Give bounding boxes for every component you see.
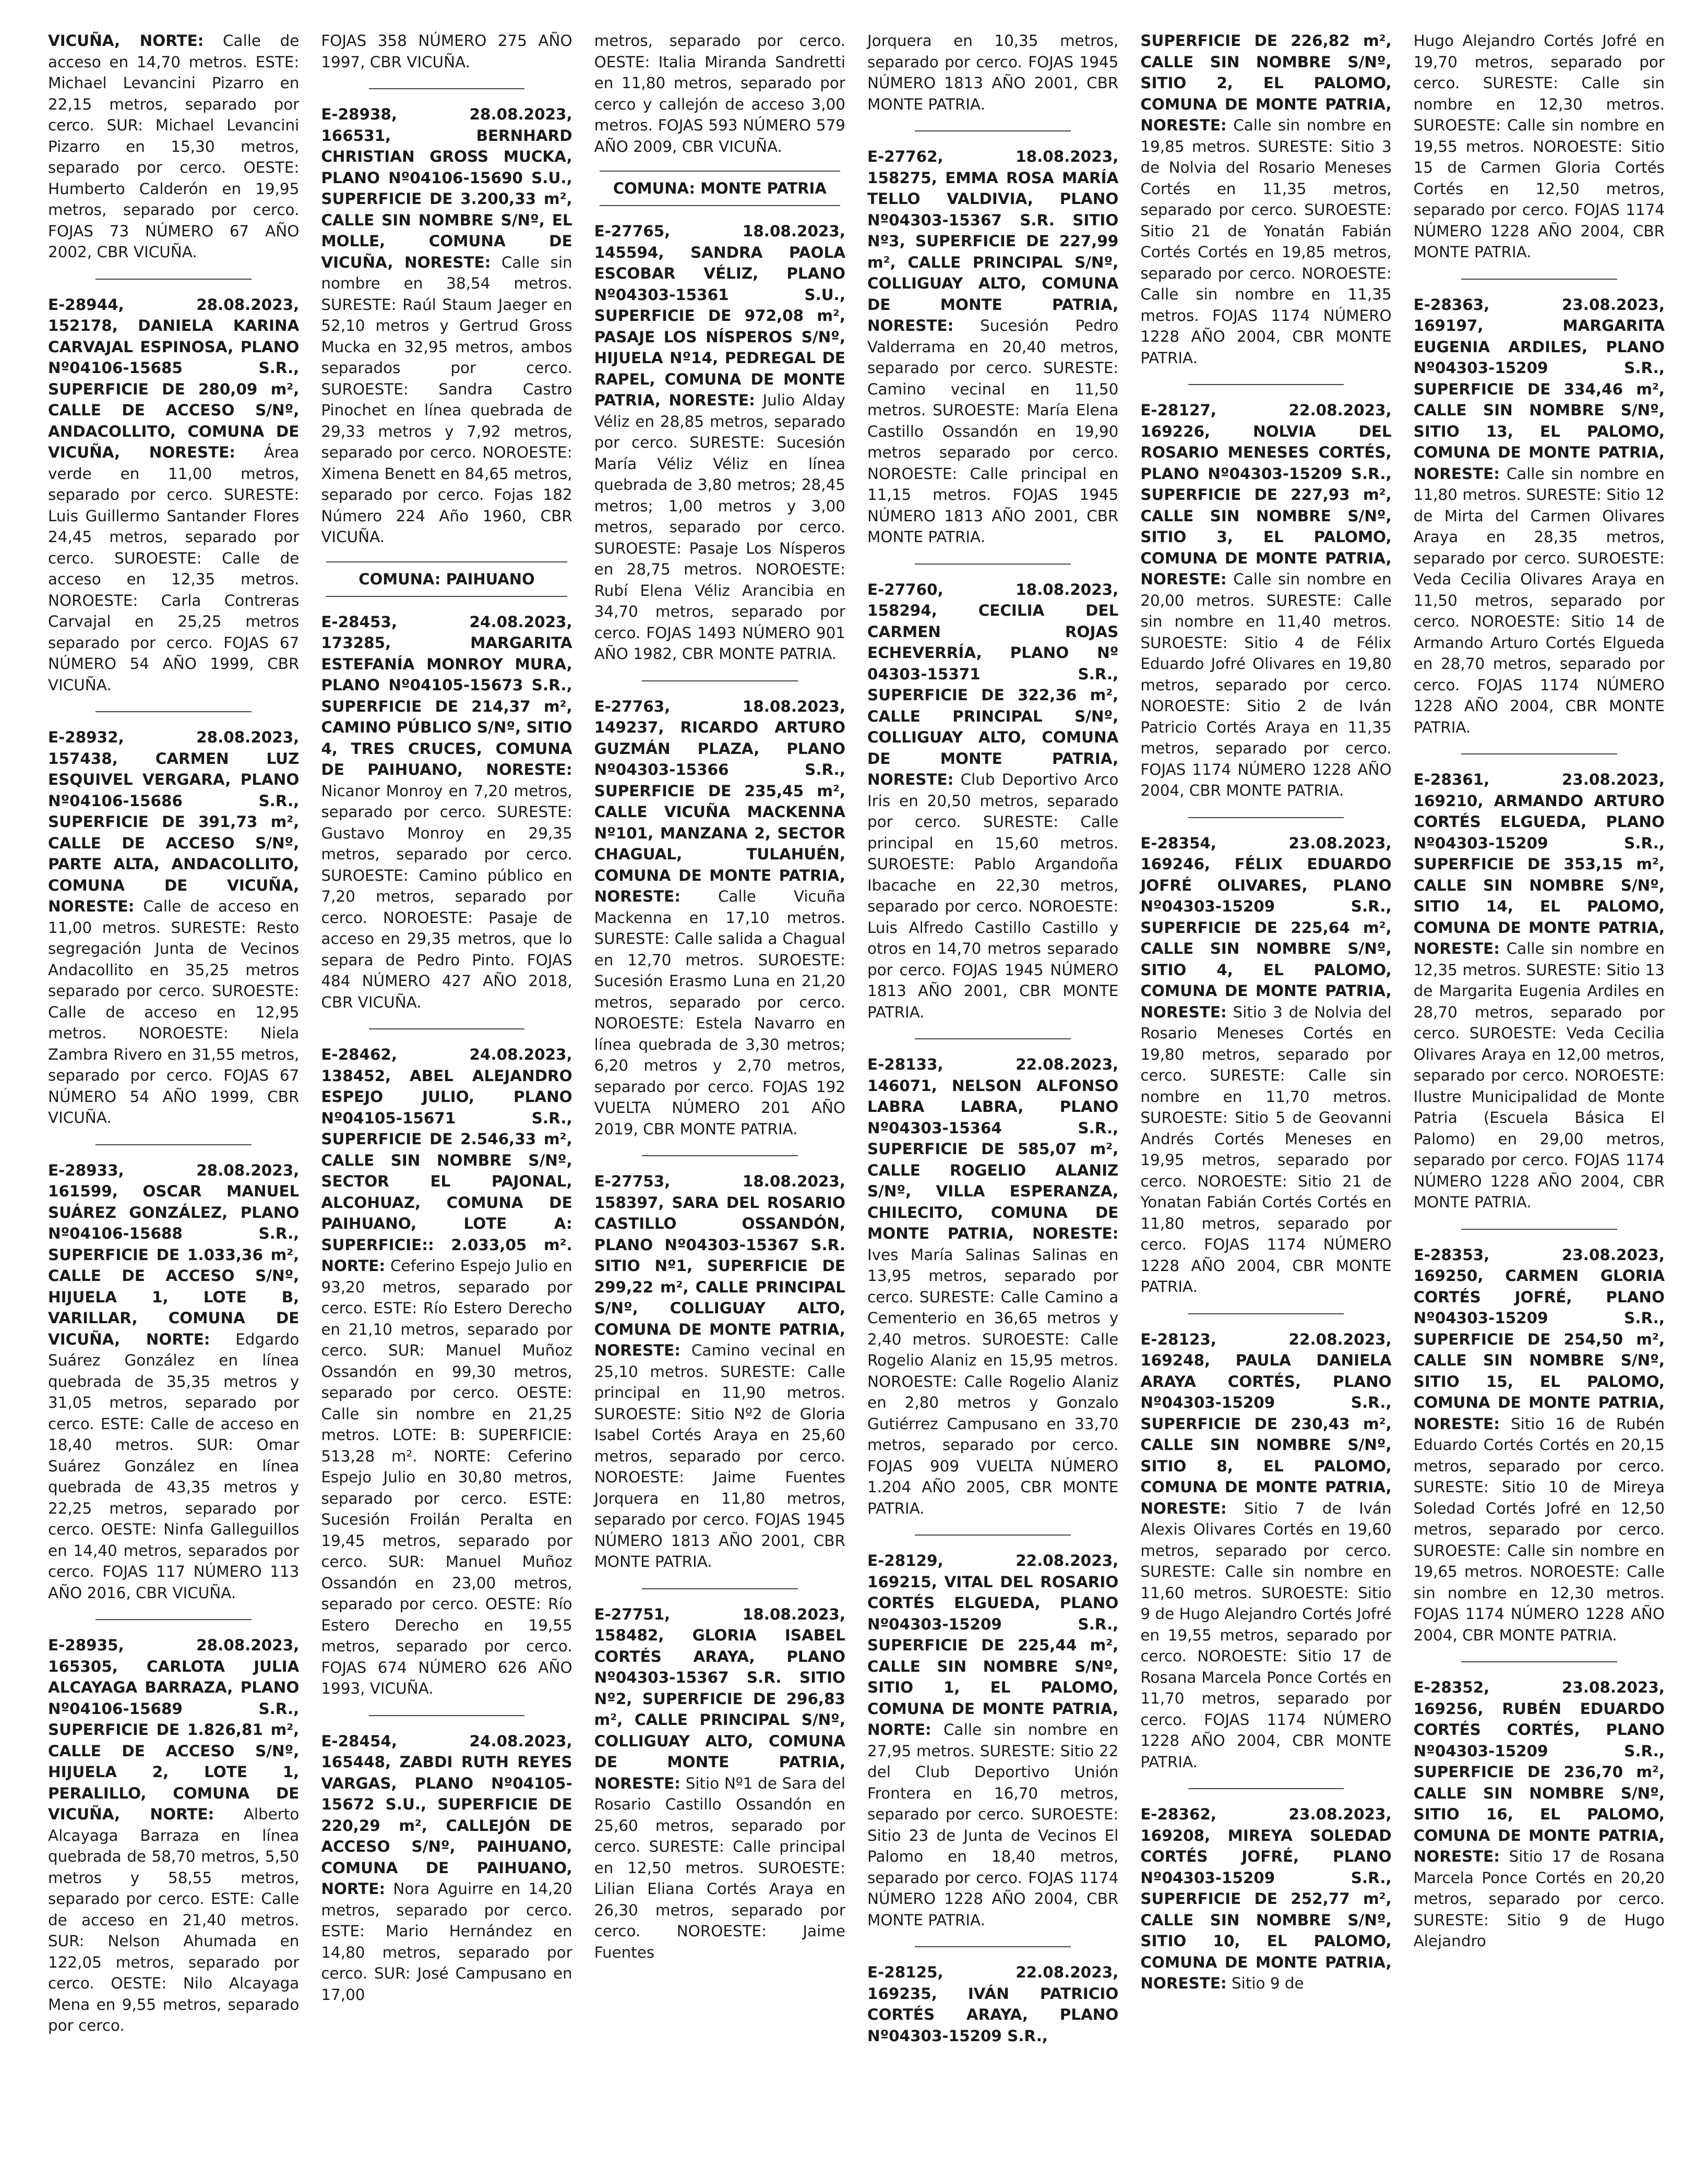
- entry-body: Calle de acceso en 14,70 metros. ESTE: Michael Levancini Pizarro en 22,15 metros, separado por cerco. SUR: Michael Levancini Pizarro en 15,30 metros, separado por cerco. OESTE: Humberto Calderón en 19,95 metros, separado por cerco. FOJAS 73 NÚMERO 67 AÑO 2002, CBR VICUÑA.: [48, 32, 300, 261]
- entry-body: Ceferino Espejo Julio en 93,20 metros, separado por cerco. ESTE: Río Estero Derecho en 21,10 metros, separado por cerco. SUR: Manuel Muñoz Ossandón en 99,30 metros, separado por cerco. OESTE: Calle sin nombre en 21,25 metros. LOTE: B: SUPERFICIE: 513,28 m². NORTE: Ceferino Espejo Julio en 30,80 metros, separado por cerco. ESTE: Sucesión Froilán Peralta en 19,45 metros, separado por cerco. SUR: Manuel Muñoz Ossandón en 23,00 metros, separado por cerco. OESTE: Río Estero Derecho en 19,55 metros, separado por cerco. FOJAS 674 NÚMERO 626 AÑO 1993, VICUÑA.: [321, 1257, 572, 1697]
- registry-entry: [321, 104, 572, 548]
- entry-divider: [1188, 1788, 1344, 1789]
- entry-heading: E-27760, 18.08.2023, 158294, CECILIA DEL CARMEN ROJAS ECHEVERRÍA, PLANO Nº 04303-15371 S.R., SUPERFICIE DE 322,36 m², CALLE PRINCIPAL S/Nº, COLLIGUAY ALTO, COMUNA DE MONTE PATRIA, NORESTE:: [867, 580, 1119, 788]
- registry-entry: [1140, 1329, 1391, 1773]
- entry-heading: E-27753, 18.08.2023, 158397, SARA DEL ROSARIO CASTILLO OSSANDÓN, PLANO Nº04303-15367 S.R. SITIO Nº1, SUPERFICIE DE 299,22 m², CALLE PRINCIPAL S/Nº, COLLIGUAY ALTO, COMUNA DE MONTE PATRIA, NORESTE:: [594, 1172, 845, 1359]
- registry-entry: [867, 146, 1118, 548]
- entry-heading: E-28123, 22.08.2023, 169248, PAULA DANIELA ARAYA CORTÉS, PLANO Nº04303-15209 S.R., SUPERFICIE DE 230,43 m², CALLE SIN NOMBRE S/Nº, SITIO 8, EL PALOMO, COMUNA DE MONTE PATRIA, NORESTE:: [1140, 1330, 1392, 1517]
- entry-divider: [369, 1715, 524, 1716]
- registry-entry: [1414, 1244, 1665, 1646]
- entry-heading: E-27751, 18.08.2023, 158482, GLORIA ISABEL CORTÉS ARAYA, PLANO Nº04303-15367 S.R. SITIO Nº2, SUPERFICIE DE 296,83 m², CALLE PRINCIPAL S/Nº, COLLIGUAY ALTO, COMUNA DE MONTE PATRIA, NORESTE:: [594, 1605, 845, 1792]
- entry-body: Ives María Salinas Salinas en 13,95 metros, separado por cerco. SURESTE: Calle Camino a Cementerio en 36,65 metros y 2,40 metros. SUROESTE: Calle Rogelio Alaniz en 15,95 metros. NOROESTE: Calle Rogelio Alaniz en 2,80 metros y Gonzalo Gutiérrez Campusano en 33,70 metros, separado por cerco. FOJAS 909 VUELTA NÚMERO 1.204 AÑO 2005, CBR MONTE PATRIA.: [867, 1245, 1119, 1517]
- registry-entry: [1140, 833, 1391, 1298]
- entry-heading: E-28944, 28.08.2023, 152178, DANIELA KARINA CARVAJAL ESPINOSA, PLANO Nº04106-15685 S.R., SUPERFICIE DE 280,09 m², CALLE DE ACCESO S/Nº, ANDACOLLITO, COMUNA DE VICUÑA, NORESTE:: [48, 295, 300, 461]
- entry-divider: [1461, 279, 1617, 280]
- entry-body: Calle sin nombre en 27,95 metros. SURESTE: Sitio 22 del Club Deportivo Unión Frontera en 16,70 metros, separado por cerco. SUROESTE: Sitio 23 de Junta de Vecinos El Palomo en 18,40 metros, separado por cerco. FOJAS 1174 NÚMERO 1228 AÑO 2004, CBR MONTE PATRIA.: [867, 1721, 1119, 1929]
- registry-entry: [867, 1054, 1118, 1519]
- registry-entry: [321, 1731, 572, 2006]
- entry-heading: E-27765, 18.08.2023, 145594, SANDRA PAOLA ESCOBAR VÉLIZ, PLANO Nº04303-15361 S.U., SUPERFICIE DE 972,08 m², PASAJE LOS NÍSPEROS S/Nº, HIJUELA Nº14, PEDREGAL DE RAPEL, COMUNA DE MONTE PATRIA, NORESTE:: [594, 222, 845, 409]
- section-heading: COMUNA: MONTE PATRIA: [600, 171, 840, 206]
- registry-entry: [1140, 1804, 1391, 1994]
- entry-divider: [642, 1155, 797, 1156]
- column-1: [45, 30, 302, 2159]
- entry-divider: [1461, 1661, 1617, 1662]
- registry-entry: [867, 1962, 1118, 2046]
- column-5: [1137, 30, 1394, 2159]
- registry-entry: [48, 1635, 299, 2036]
- registry-entry: [867, 30, 1118, 115]
- registry-entry: [1414, 1677, 1665, 1952]
- entry-body: Calle sin nombre en 38,54 metros. SURESTE: Raúl Staum Jaeger en 52,10 metros y Gertrud Gross Mucka en 32,95 metros, ambos separados por cerco. SUROESTE: Sandra Castro Pinochet en línea quebrada de 29,33 metros y 7,92 metros, separado por cerco. NOROESTE: Ximena Benett en 84,65 metros, separado por cerco. Fojas 182 Número 224 Año 1960, CBR VICUÑA.: [321, 253, 572, 546]
- newspaper-page: [45, 30, 1668, 2159]
- entry-divider: [1461, 1229, 1617, 1230]
- entry-divider: [95, 1619, 251, 1620]
- column-3: [591, 30, 849, 2159]
- registry-entry: [48, 294, 299, 696]
- entry-divider: [915, 1535, 1070, 1536]
- registry-entry: [321, 1044, 572, 1699]
- registry-entry: [1414, 294, 1665, 738]
- entry-heading: E-28127, 22.08.2023, 169226, NOLVIA DEL ROSARIO MENESES CORTÉS, PLANO Nº04303-15209 S.R., SUPERFICIE DE 227,93 m², CALLE SIN NOMBRE S/Nº, SITIO 3, EL PALOMO, COMUNA DE MONTE PATRIA, NORESTE:: [1140, 401, 1392, 588]
- registry-entry: [594, 1604, 845, 1963]
- entry-heading: E-28462, 24.08.2023, 138452, ABEL ALEJANDRO ESPEJO JULIO, PLANO Nº04105-15671 S.R., SUPERFICIE DE 2.546,33 m², CALLE SIN NOMBRE S/Nº, SECTOR EL PAJONAL, ALCOHUAZ, COMUNA DE PAIHUANO, LOTE A: SUPERFICIE:: 2.033,05 m². NORTE:: [321, 1046, 572, 1275]
- section-heading: COMUNA: PAIHUANO: [326, 561, 567, 597]
- registry-entry: [48, 727, 299, 1129]
- registry-entry: [48, 1160, 299, 1604]
- entry-divider: [369, 88, 524, 89]
- column-4: [864, 30, 1121, 2159]
- entry-body: Calle sin nombre en 11,80 metros. SURESTE: Sitio 12 de Mirta del Carmen Olivares Araya en 28,35 metros, separado por cerco. SUROESTE: Veda Cecilia Olivares Araya en 11,50 metros, separado por cerco. NOROESTE: Sitio 14 de Armando Arturo Cortés Elgueda en 28,70 metros, separado por cerco. FOJAS 1174 NÚMERO 1228 AÑO 2004, CBR MONTE PATRIA.: [1413, 464, 1665, 736]
- registry-entry: [1414, 769, 1665, 1213]
- entry-body: Calle sin nombre en 20,00 metros. SURESTE: Calle sin nombre en 11,40 metros. SUROESTE: Sitio 4 de Félix Eduardo Jofré Olivares en 19,80 metros, separado por cerco. NOROESTE: Sitio 2 de Iván Patricio Cortés Araya en 11,35 metros, separado por cerco. FOJAS 1174 NÚMERO 1228 AÑO 2004, CBR MONTE PATRIA.: [1140, 570, 1392, 799]
- entry-body: metros, separado por cerco. OESTE: Italia Miranda Sandretti en 11,80 metros, separado por cerco y callejón de acceso 3,00 metros. FOJAS 593 NÚMERO 579 AÑO 2009, CBR VICUÑA.: [594, 32, 845, 155]
- entry-heading: E-27762, 18.08.2023, 158275, EMMA ROSA MARÍA TELLO VALDIVIA, PLANO Nº04303-15367 S.R. SITIO Nº3, SUPERFICIE DE 227,99 m², CALLE PRINCIPAL S/Nº, COLLIGUAY ALTO, COMUNA DE MONTE PATRIA, NORESTE:: [867, 148, 1119, 334]
- entry-divider: [915, 1946, 1070, 1947]
- entry-divider: [915, 130, 1070, 131]
- entry-body: Calle Vicuña Mackenna en 17,10 metros. SURESTE: Calle salida a Chagual en 12,70 metros. SUROESTE: Sucesión Erasmo Luna en 21,20 metros, separado por cerco. NOROESTE: Estela Navarro en línea quebrada de 3,30 metros; 6,20 metros y 2,70 metros, separado por cerco. FOJAS 192 VUELTA NÚMERO 201 AÑO 2019, CBR MONTE PATRIA.: [594, 888, 845, 1138]
- entry-divider: [369, 1028, 524, 1029]
- entry-heading: E-28933, 28.08.2023, 161599, OSCAR MANUEL SUÁREZ GONZÁLEZ, PLANO Nº04106-15688 S.R., SUPERFICIE DE 1.033,36 m², CALLE DE ACCESO S/Nº, HIJUELA 1, LOTE B, VARILLAR, COMUNA DE VICUÑA, NORTE:: [48, 1161, 300, 1348]
- entry-body: Sitio 3 de Nolvia del Rosario Meneses Cortés en 19,80 metros, separado por cerco. SURESTE: Calle sin nombre en 11,70 metros. SUROESTE: Sitio 5 de Geovanni Andrés Cortés Meneses en 19,95 metros, separado por cerco. NOROESTE: Sitio 21 de Yonatan Fabián Cortés Cortés en 11,80 metros, separado por cerco. FOJAS 1174 NÚMERO 1228 AÑO 2004, CBR MONTE PATRIA.: [1140, 1003, 1392, 1296]
- entry-body: Nicanor Monroy en 7,20 metros, separado por cerco. SURESTE: Gustavo Monroy en 29,35 metros, separado por cerco. SUROESTE: Camino público en 7,20 metros, separado por cerco. NOROESTE: Pasaje de acceso en 29,35 metros, que lo separa de Pedro Pinto. FOJAS 484 NÚMERO 427 AÑO 2018, CBR VICUÑA.: [321, 782, 572, 1011]
- entry-divider: [1188, 384, 1344, 385]
- entry-body: Camino vecinal en 25,10 metros. SURESTE: Calle principal en 11,90 metros. SUROESTE: Sitio Nº2 de Gloria Isabel Cortés Araya en 25,60 metros, separado por cerco. NOROESTE: Jaime Fuentes Jorquera en 11,80 metros, separado por cerco. FOJAS 1945 NÚMERO 1813 AÑO 2001, CBR MONTE PATRIA.: [594, 1341, 845, 1571]
- entry-body: Calle sin nombre en 19,85 metros. SURESTE: Sitio 3 de Nolvia del Rosario Meneses Cortés en 11,35 metros, separado por cerco. SUROESTE: Sitio 21 de Yonatán Fabián Cortés Cortés en 19,85 metros, separado por cerco. NOROESTE: Calle sin nombre en 11,35 metros. FOJAS 1174 NÚMERO 1228 AÑO 2004, CBR MONTE PATRIA.: [1140, 116, 1392, 367]
- entry-heading: E-28362, 23.08.2023, 169208, MIREYA SOLEDAD CORTÉS JOFRÉ, PLANO Nº04303-15209 S.R., SUPERFICIE DE 252,77 m², CALLE SIN NOMBRE S/Nº, SITIO 10, EL PALOMO, COMUNA DE MONTE PATRIA, NORESTE:: [1140, 1805, 1392, 1992]
- registry-entry: [1414, 30, 1665, 263]
- entry-heading: E-28453, 24.08.2023, 173285, MARGARITA ESTEFANÍA MONROY MURA, PLANO Nº04105-15673 S.R., SUPERFICIE DE 214,37 m², CAMINO PÚBLICO S/Nº, SITIO 4, TRES CRUCES, COMUNA DE PAIHUANO, NORESTE:: [321, 613, 572, 778]
- entry-heading: E-28125, 22.08.2023, 169235, IVÁN PATRICIO CORTÉS ARAYA, PLANO Nº04303-15209 S.R.,: [867, 1963, 1119, 2045]
- entry-body: FOJAS 358 NÚMERO 275 AÑO 1997, CBR VICUÑA.: [321, 32, 572, 71]
- entry-body: Sitio Nº1 de Sara del Rosario Castillo Ossandón en 25,60 metros, separado por cerco. SURESTE: Calle principal en 12,50 metros. SUROESTE: Lilian Eliana Cortés Araya en 26,30 metros, separado por cerco. NOROESTE: Jaime Fuentes: [594, 1774, 845, 1961]
- entry-heading: E-28352, 23.08.2023, 169256, RUBÉN EDUARDO CORTÉS CORTÉS, PLANO Nº04303-15209 S.R., SUPERFICIE DE 236,70 m², CALLE SIN NOMBRE S/Nº, SITIO 16, EL PALOMO, COMUNA DE MONTE PATRIA, NORESTE:: [1413, 1679, 1665, 1865]
- entry-heading: E-27763, 18.08.2023, 149237, RICARDO ARTURO GUZMÁN PLAZA, PLANO Nº04303-15366 S.R., SUPERFICIE DE 235,45 m², CALLE VICUÑA MACKENNA Nº101, MANZANA 2, SECTOR CHAGUAL, TULAHUÉN, COMUNA DE MONTE PATRIA, NORESTE:: [594, 697, 845, 905]
- entry-body: Edgardo Suárez González en línea quebrada de 35,35 metros y 31,05 metros, separado por cerco. ESTE: Calle de acceso en 18,40 metros. SUR: Omar Suárez González en línea quebrada de 43,35 metros y 22,25 metros, separado por cerco. OESTE: Ninfa Galleguillos en 14,40 metros, separados por cerco. FOJAS 117 NÚMERO 113 AÑO 2016, CBR VICUÑA.: [48, 1330, 300, 1602]
- entry-body: Club Deportivo Arco Iris en 20,50 metros, separado por cerco. SURESTE: Calle principal en 15,60 metros. SUROESTE: Pablo Argandoña Ibacache en 22,30 metros, separado por cerco. NOROESTE: Luis Alfredo Castillo Castillo y otros en 14,70 metros separado por cerco. FOJAS 1945 NÚMERO 1813 AÑO 2001, CBR MONTE PATRIA.: [867, 771, 1119, 1021]
- entry-heading: E-28932, 28.08.2023, 157438, CARMEN LUZ ESQUIVEL VERGARA, PLANO Nº04106-15686 S.R., SUPERFICIE DE 391,73 m², CALLE DE ACCESO S/Nº, PARTE ALTA, ANDACOLLITO, COMUNA DE VICUÑA, NORESTE:: [48, 728, 300, 915]
- entry-heading: VICUÑA, NORTE:: [48, 32, 204, 50]
- entry-heading: E-28454, 24.08.2023, 165448, ZABDI RUTH REYES VARGAS, PLANO Nº04105-15672 S.U., SUPERFICIE DE 220,29 m², CALLEJÓN DE ACCESO S/Nº, PAIHUANO, COMUNA DE PAIHUANO, NORTE:: [321, 1732, 572, 1898]
- entry-body: Calle de acceso en 11,00 metros. SURESTE: Resto segregación Junta de Vecinos Andacollito en 35,25 metros separado por cerco. SUROESTE: Calle de acceso en 12,95 metros. NOROESTE: Niela Zambra Rivero en 31,55 metros, separado por cerco. FOJAS 67 NÚMERO 54 AÑO 1999, CBR VICUÑA.: [48, 897, 300, 1127]
- entry-heading: E-28935, 28.08.2023, 165305, CARLOTA JULIA ALCAYAGA BARRAZA, PLANO Nº04106-15689 S.R., SUPERFICIE DE 1.826,81 m², CALLE DE ACCESO S/Nº, HIJUELA 2, LOTE 1, PERALILLO, COMUNA DE VICUÑA, NORTE:: [48, 1636, 300, 1823]
- entry-divider: [1188, 1313, 1344, 1314]
- column-6: [1411, 30, 1668, 2159]
- entry-divider: [1188, 817, 1344, 818]
- entry-body: Calle sin nombre en 12,35 metros. SURESTE: Sitio 13 de Margarita Eugenia Ardiles en 28,70 metros, separado por cerco. SUROESTE: Veda Cecilia Olivares Araya en 12,00 metros, separado por cerco. NOROESTE: Ilustre Municipalidad de Monte Patria (Escuela Básica El Palomo) en 29,00 metros, separado por cerco. FOJAS 1174 NÚMERO 1228 AÑO 2004, CBR MONTE PATRIA.: [1413, 940, 1665, 1211]
- registry-entry: [594, 221, 845, 665]
- entry-heading: SUPERFICIE DE 226,82 m², CALLE SIN NOMBRE S/Nº, SITIO 2, EL PALOMO, COMUNA DE MONTE PATRIA, NORESTE:: [1140, 32, 1392, 134]
- registry-entry: [867, 1550, 1118, 1931]
- entry-body: Jorquera en 10,35 metros, separado por cerco. FOJAS 1945 NÚMERO 1813 AÑO 2001, CBR MONTE PATRIA.: [867, 32, 1119, 113]
- entry-heading: E-28129, 22.08.2023, 169215, VITAL DEL ROSARIO CORTÉS ELGUEDA, PLANO Nº04303-15209 S.R., SUPERFICIE DE 225,44 m², CALLE SIN NOMBRE S/Nº, SITIO 1, EL PALOMO, COMUNA DE MONTE PATRIA, NORTE:: [867, 1552, 1119, 1739]
- entry-heading: E-28938, 28.08.2023, 166531, BERNHARD CHRISTIAN GROSS MUCKA, PLANO Nº04106-15690 S.U., SUPERFICIE DE 3.200,33 m², CALLE SIN NOMBRE S/Nº, EL MOLLE, COMUNA DE VICUÑA, NORESTE:: [321, 105, 572, 271]
- entry-divider: [642, 1588, 797, 1589]
- registry-entry: [867, 579, 1118, 1023]
- entry-body: Sitio 16 de Rubén Eduardo Cortés Cortés en 20,15 metros, separado por cerco. SURESTE: Sitio 10 de Mireya Soledad Cortés Jofré en 12,50 metros, separado por cerco. SUROESTE: Calle sin nombre en 19,65 metros. NOROESTE: Calle sin nombre en 12,30 metros. FOJAS 1174 NÚMERO 1228 AÑO 2004, CBR MONTE PATRIA.: [1413, 1415, 1665, 1644]
- registry-entry: [594, 1171, 845, 1573]
- registry-entry: [48, 30, 299, 263]
- entry-divider: [915, 564, 1070, 565]
- entry-body: Sucesión Pedro Valderrama en 20,40 metros, separado por cerco. SURESTE: Camino vecinal en 11,50 metros. SUROESTE: María Elena Castillo Ossandón en 19,90 metros separado por cerco. NOROESTE: Calle principal en 11,15 metros. FOJAS 1945 NÚMERO 1813 AÑO 2001, CBR MONTE PATRIA.: [867, 317, 1119, 546]
- entry-heading: E-28361, 23.08.2023, 169210, ARMANDO ARTURO CORTÉS ELGUEDA, PLANO Nº04303-15209 S.R., SUPERFICIE DE 353,15 m², CALLE SIN NOMBRE S/Nº, SITIO 14, EL PALOMO, COMUNA DE MONTE PATRIA, NORESTE:: [1413, 771, 1665, 957]
- registry-entry: [594, 30, 845, 157]
- entry-heading: E-28133, 22.08.2023, 146071, NELSON ALFONSO LABRA LABRA, PLANO Nº04303-15364 S.R., SUPERFICIE DE 585,07 m², CALLE ROGELIO ALANIZ S/Nº, VILLA ESPERANZA, CHILECITO, COMUNA DE MONTE PATRIA, NORESTE:: [867, 1056, 1119, 1242]
- entry-divider: [95, 279, 251, 280]
- entry-divider: [95, 711, 251, 712]
- entry-body: Sitio 17 de Rosana Marcela Ponce Cortés en 20,20 metros, separado por cerco. SURESTE: Sitio 9 de Hugo Alejandro: [1413, 1848, 1665, 1950]
- entry-body: Área verde en 11,00 metros, separado por cerco. SURESTE: Luis Guillermo Santander Flores 24,45 metros, separado por cerco. SUROESTE: Calle de acceso en 12,35 metros. NOROESTE: Carla Contreras Carvajal en 25,25 metros separado por cerco. FOJAS 67 NÚMERO 54 AÑO 1999, CBR VICUÑA.: [48, 444, 300, 694]
- entry-body: Hugo Alejandro Cortés Jofré en 19,70 metros, separado por cerco. SURESTE: Calle sin nombre en 12,30 metros. SUROESTE: Calle sin nombre en 19,55 metros. NOROESTE: Sitio 15 de Carmen Gloria Cortés Cortés en 12,50 metros, separado por cerco. FOJAS 1174 NÚMERO 1228 AÑO 2004, CBR MONTE PATRIA.: [1413, 32, 1665, 261]
- entry-heading: E-28353, 23.08.2023, 169250, CARMEN GLORIA CORTÉS JOFRÉ, PLANO Nº04303-15209 S.R., SUPERFICIE DE 254,50 m², CALLE SIN NOMBRE S/Nº, SITIO 15, EL PALOMO, COMUNA DE MONTE PATRIA, NORESTE:: [1413, 1245, 1665, 1433]
- entry-body: Nora Aguirre en 14,20 metros, separado por cerco. ESTE: Mario Hernández en 14,80 metros, separado por cerco. SUR: José Campusano en 17,00: [321, 1880, 572, 2004]
- entry-divider: [915, 1038, 1070, 1039]
- registry-entry: [1140, 400, 1391, 801]
- column-2: [318, 30, 575, 2159]
- entry-body: Sitio 7 de Iván Alexis Olivares Cortés en 19,60 metros, separado por cerco. SURESTE: Calle sin nombre en 11,60 metros. SUROESTE: Sitio 9 de Hugo Alejandro Cortés Jofré en 19,55 metros, separado por cerco. NOROESTE: Sitio 17 de Rosana Marcela Ponce Cortés en 11,70 metros, separado por cerco. FOJAS 1174 NÚMERO 1228 AÑO 2004, CBR MONTE PATRIA.: [1140, 1499, 1392, 1771]
- registry-entry: [1140, 30, 1391, 368]
- entry-divider: [1461, 753, 1617, 754]
- entry-body: Alberto Alcayaga Barraza en línea quebrada de 58,70 metros, 5,50 metros y 58,55 metros, separado por cerco. ESTE: Calle de acceso en 21,40 metros. SUR: Nelson Ahumada en 122,05 metros, separado por cerco. OESTE: Nilo Alcayaga Mena en 9,55 metros, separado por cerco.: [48, 1805, 300, 2034]
- entry-divider: [95, 1144, 251, 1145]
- entry-body: Sitio 9 de: [1226, 1974, 1304, 1992]
- registry-entry: [594, 696, 845, 1140]
- entry-body: Julio Alday Véliz en 28,85 metros, separado por cerco. SURESTE: Sucesión María Véliz Véliz en línea quebrada de 3,80 metros; 28,45 metros; 1,00 metros y 3,00 metros, separado por cerco. SUROESTE: Pasaje Los Nísperos en 28,75 metros. NOROESTE: Rubí Elena Véliz Arancibia en 34,70 metros, separado por cerco. FOJAS 1493 NÚMERO 901 AÑO 1982, CBR MONTE PATRIA.: [594, 391, 845, 663]
- entry-heading: E-28354, 23.08.2023, 169246, FÉLIX EDUARDO JOFRÉ OLIVARES, PLANO Nº04303-15209 S.R., SUPERFICIE DE 225,64 m², CALLE SIN NOMBRE S/Nº, SITIO 4, EL PALOMO, COMUNA DE MONTE PATRIA, NORESTE:: [1140, 834, 1392, 1021]
- registry-entry: [321, 30, 572, 73]
- entry-heading: E-28363, 23.08.2023, 169197, MARGARITA EUGENIA ARDILES, PLANO Nº04303-15209 S.R., SUPERFICIE DE 334,46 m², CALLE SIN NOMBRE S/Nº, SITIO 13, EL PALOMO, COMUNA DE MONTE PATRIA, NORESTE:: [1413, 295, 1665, 483]
- registry-entry: [321, 612, 572, 1013]
- entry-divider: [642, 680, 797, 681]
